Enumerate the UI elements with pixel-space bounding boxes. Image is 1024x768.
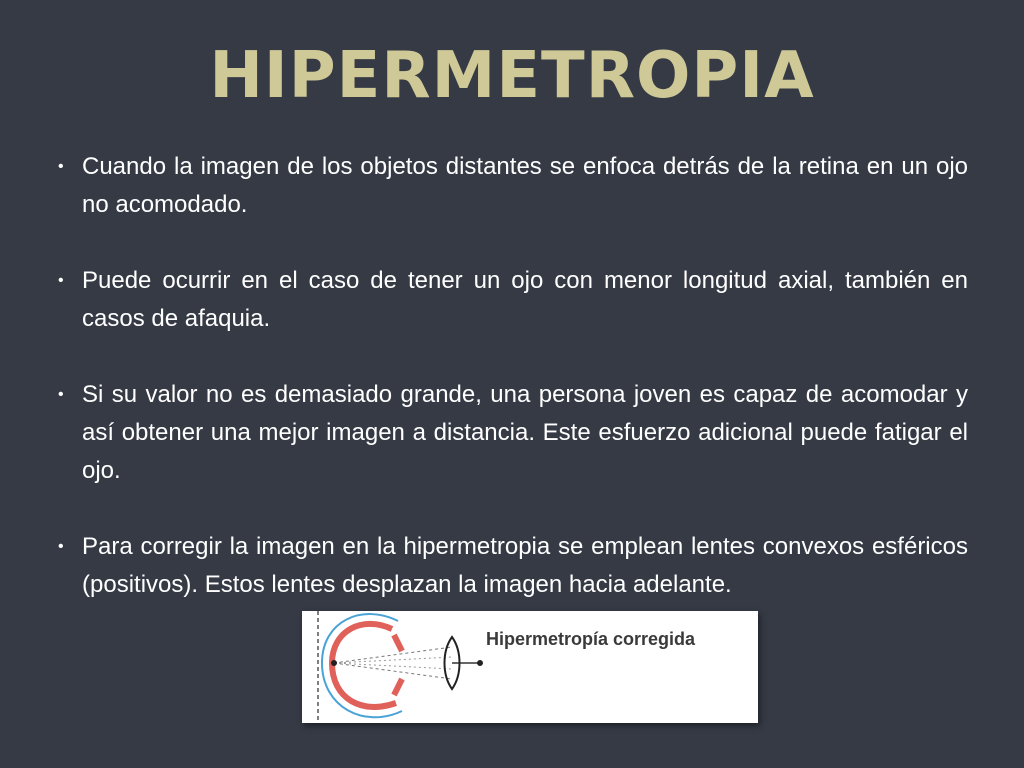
bullet-item [58,376,968,490]
object-point [477,660,483,666]
bullet-dot-icon: • [58,538,64,555]
bullet-item [58,262,968,338]
bullet-item [58,528,968,604]
bullet-dot-icon: • [58,272,64,289]
corrected-hyperopia-figure [302,611,758,723]
ray-top [334,647,452,663]
bullet-list [58,148,968,604]
ray-mid-top [334,657,452,663]
bullet-dot-icon: • [58,158,64,175]
figure-caption: Hipermetropía corregida [486,629,696,649]
focal-point [331,660,337,666]
eye-retina-tissue [332,624,396,707]
ray-mid-bottom [334,663,452,669]
bullet-text: Para corregir la imagen en la hipermetropia se emplean lentes convexos esféricos (positivos). Estos lentes desplazan la imagen hacia adelante. [82,533,968,598]
eye-lens-diagram [302,611,758,723]
slide-title: HIPERMETROPIA [209,39,815,113]
iris-top [394,635,402,651]
bullet-text: Puede ocurrir en el caso de tener un ojo con menor longitud axial, también en casos de afaquia. [82,267,968,332]
bullet-text: Cuando la imagen de los objetos distantes se enfoca detrás de la retina en un ojo no acomodado. [82,153,968,218]
bullet-dot-icon: • [58,386,64,403]
bullet-item [58,148,968,224]
ray-bottom [334,663,452,679]
bullet-text: Si su valor no es demasiado grande, una persona joven es capaz de acomodar y así obtener una mejor imagen a distancia. Este esfuerzo adicional puede fatigar el ojo. [82,381,968,484]
iris-bottom [394,679,402,695]
